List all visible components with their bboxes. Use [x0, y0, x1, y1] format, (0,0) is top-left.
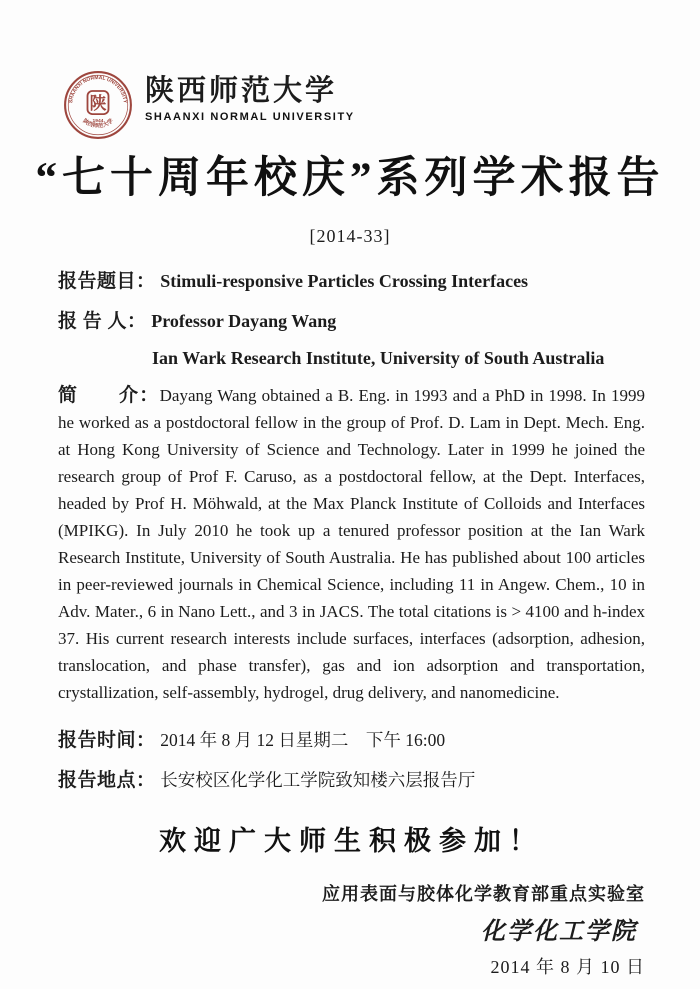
speaker-row: [58, 311, 645, 334]
speaker-label: 报 告 人：: [58, 310, 147, 332]
seal-year: 1944: [92, 118, 104, 124]
biography-paragraph: [58, 382, 645, 706]
announcement-body: [0, 271, 700, 858]
venue-label: 报告地点：: [58, 770, 156, 792]
university-header: [0, 0, 700, 140]
speaker-affiliation: Ian Wark Research Institute, University of South Australia: [152, 348, 605, 369]
venue-row: [58, 770, 645, 793]
signature-block: [0, 880, 700, 979]
biography-label: 简 介：: [58, 385, 160, 407]
time-label: 报告时间：: [58, 730, 156, 752]
lecture-title-label: 报告题目：: [58, 270, 156, 292]
issue-number: [2014-33]: [309, 225, 391, 246]
time-row: [58, 730, 645, 753]
university-name-english: SHAANXI NORMAL UNIVERSITY: [145, 110, 355, 123]
signature-laboratory: 应用表面与胶体化学教育部重点实验室: [322, 883, 645, 904]
university-name-chinese: 陕西师范大学: [145, 75, 338, 107]
seal-ring-text: SHAANXI NORMAL UNIVERSITY: [68, 75, 128, 104]
university-seal-icon: [63, 70, 133, 140]
lecture-title-row: [58, 271, 645, 294]
university-name-block: [145, 70, 355, 123]
seal-center-character: 陕: [89, 94, 107, 114]
welcome-message: 欢迎广大师生积极参加！: [159, 825, 544, 856]
biography-text: Dayang Wang obtained a B. Eng. in 1993 and a PhD in 1998. In 1999 he worked as a postdoctoral fellow in the group of Prof. D. Lam in Dept. Mech. Eng. at Hong Kong University of Science and Technology. Later in 1999 he joined the research group of Prof F. Caruso, as a postdoctoral fellow, at the Dept. Interfaces, headed by Prof H. Möhwald, at the Max Planck Institute of Colloids and Interfaces (MPIKG). In July 2010 he took up a tenured professor position at the Ian Wark Research Institute, University of South Australia. He has published about 100 articles in peer-reviewed journals in Chemical Science, including 11 in Angew. Chem., 10 in Adv. Mater., 6 in Nano Lett., and 3 in JACS. The total citations is > 4100 and h-index 37. His current research interests include surfaces, interfaces (adsorption, adhesion, translocation, and phase transfer), gas and ion adsorption and transportation, crystallization, self-assembly, hydrogel, drug delivery, and nanomedicine.: [58, 386, 645, 703]
speaker-name: Professor Dayang Wang: [151, 310, 337, 331]
signature-school: 化学化工学院: [481, 918, 637, 945]
signature-date: 2014 年 8 月 10 日: [490, 956, 645, 977]
seal-ring-bottom-text: 陕西师范大学: [81, 118, 115, 130]
time-value: 2014 年 8 月 12 日星期二 下午 16:00: [160, 730, 446, 751]
venue-value: 长安校区化学化工学院致知楼六层报告厅: [160, 770, 476, 791]
series-title: “七十周年校庆”系列学术报告: [35, 155, 665, 202]
lecture-title-value: Stimuli-responsive Particles Crossing Interfaces: [160, 270, 529, 291]
